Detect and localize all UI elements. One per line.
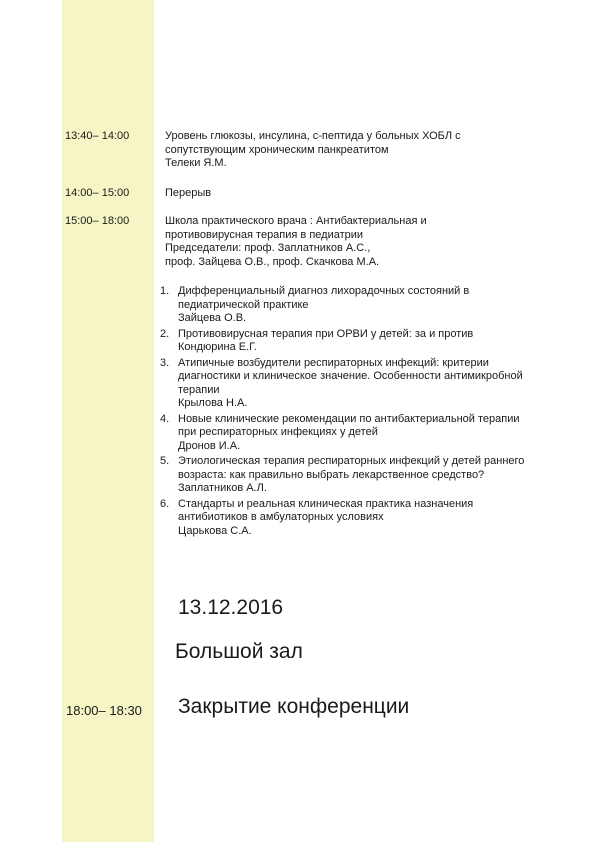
- talk-title-line: Атипичные возбудители респираторных инфекций: критерии: [178, 356, 489, 369]
- talk-title-line: Дифференциальный диагноз лихорадочных состояний в: [178, 285, 470, 297]
- item-number: 6.: [160, 497, 170, 510]
- talk-speaker: Зайцева О.В.: [178, 312, 247, 324]
- list-item: [160, 498, 560, 539]
- item-number: 1.: [160, 285, 170, 297]
- session-title-line: Уровень глюкозы, инсулина, с-пептида у больных ХОБЛ с: [165, 130, 461, 142]
- talk-speaker: Царькова С.А.: [178, 524, 252, 537]
- session-body: [165, 215, 545, 269]
- session-body: [165, 130, 545, 171]
- talk-title-line: педиатрической практике: [178, 298, 309, 311]
- item-number: 3.: [160, 356, 170, 369]
- session-title-line: Школа практического врача : Антибактериальная и: [165, 215, 427, 227]
- talk-title-line: Стандарты и реальная клиническая практика назначения: [178, 497, 474, 510]
- list-item: [160, 455, 560, 496]
- list-item: [160, 285, 560, 326]
- talk-title-line: терапии: [178, 383, 220, 396]
- session-time: 14:00– 15:00: [65, 187, 130, 199]
- session-chairs-line: Председатели: проф. Заплатников А.С.,: [165, 242, 371, 254]
- session-body: [165, 187, 545, 201]
- talk-speaker: Крылова Н.А.: [178, 397, 248, 409]
- talk-title-line: при респираторных инфекциях у детей: [178, 426, 378, 438]
- session-time: 13:40– 14:00: [65, 130, 130, 142]
- talk-title-line: Противовирусная терапия при ОРВИ у детей: за и против: [178, 327, 474, 340]
- session-title-line: Перерыв: [165, 187, 212, 199]
- talk-speaker: Кондюрина Е.Г.: [178, 341, 257, 353]
- talk-title-line: Этиологическая терапия респираторных инфекций у детей раннего: [178, 455, 525, 467]
- item-number: 4.: [160, 412, 170, 425]
- list-item: [160, 357, 560, 411]
- session-speaker: Телеки Я.М.: [165, 157, 227, 169]
- list-item: [160, 413, 560, 454]
- session-title-line: противовирусная терапия в педиатрии: [165, 228, 364, 241]
- day-date-heading: 13.12.2016: [178, 596, 284, 619]
- session-chairs-line: проф. Зайцева О.В., проф. Скачкова М.А.: [165, 255, 380, 268]
- talk-title-line: возраста: как правильно выбрать лекарственное средство?: [178, 468, 485, 481]
- hall-heading: Большой зал: [175, 640, 303, 663]
- item-number: 5.: [160, 455, 170, 467]
- talks-list: [160, 285, 560, 540]
- session-time: 15:00– 18:00: [65, 215, 130, 227]
- list-item: [160, 328, 560, 355]
- item-number: 2.: [160, 327, 170, 340]
- talk-title-line: Новые клинические рекомендации по антибактериальной терапии: [178, 412, 520, 425]
- talk-title-line: диагностики и клиническое значение. Особенности антимикробной: [178, 370, 523, 382]
- closing-time: 18:00– 18:30: [66, 703, 142, 718]
- closing-title: Закрытие конференции: [178, 695, 410, 718]
- talk-speaker: Заплатников А.Л.: [178, 482, 267, 494]
- session-title-line: сопутствующим хроническим панкреатитом: [165, 143, 389, 156]
- talk-speaker: Дронов И.А.: [178, 439, 241, 452]
- talk-title-line: антибиотиков в амбулаторных условиях: [178, 511, 384, 523]
